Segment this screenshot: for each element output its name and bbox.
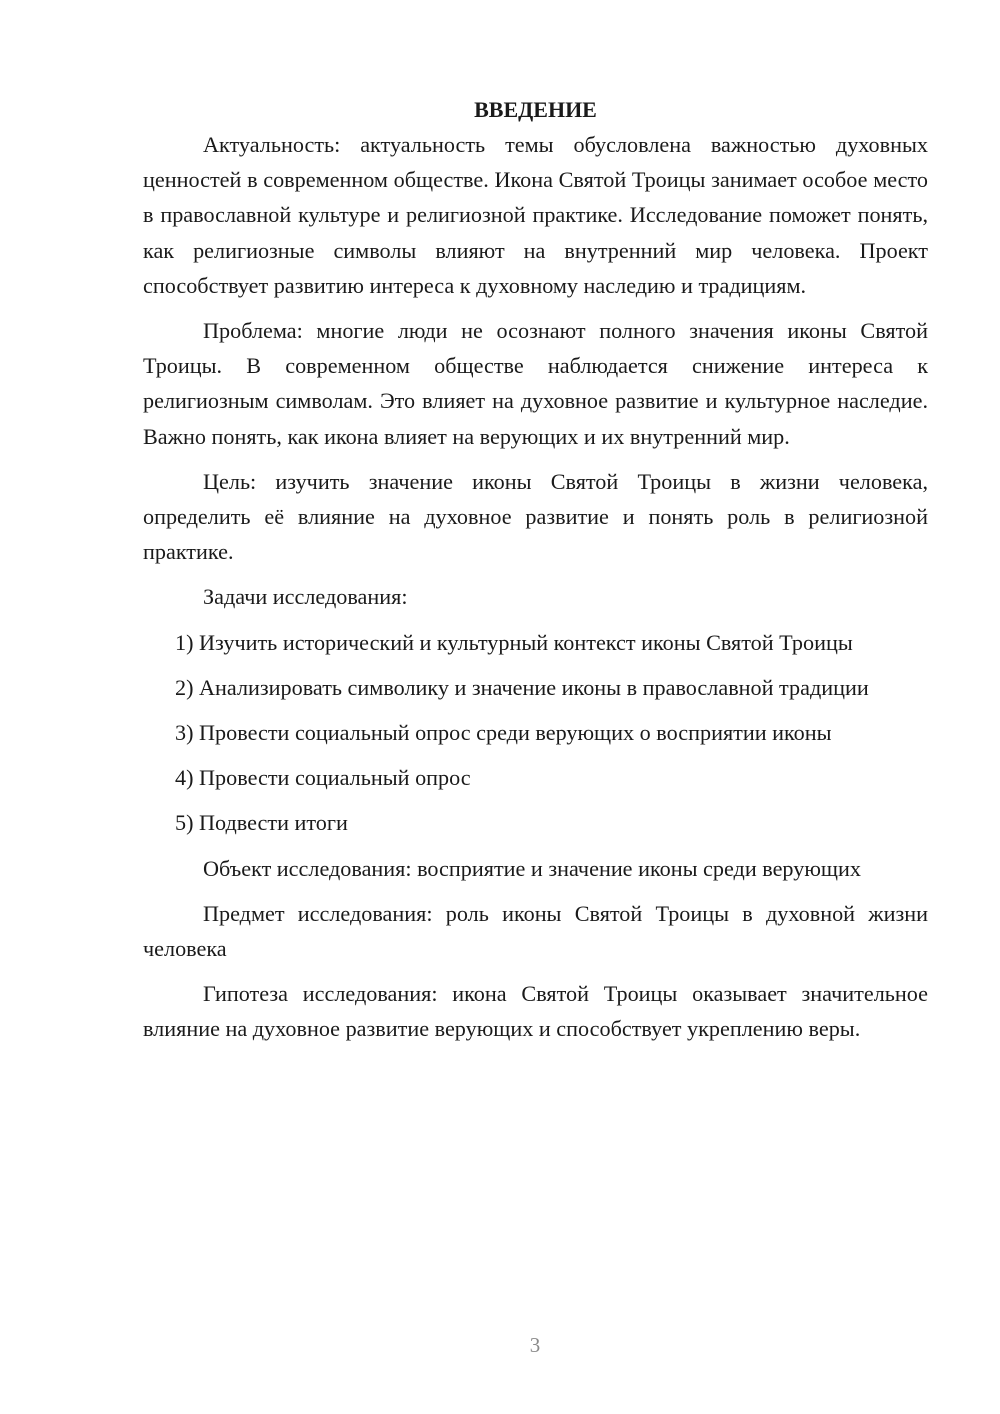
tasks-title: Задачи исследования: xyxy=(203,584,408,610)
document-page xyxy=(143,92,928,1047)
goal-paragraph: Цель: изучить значение иконы Святой Троицы в жизни человека, определить её влияние на духовное развитие и понять роль в религиозной практике. xyxy=(143,468,928,565)
task-item: 5) Подвести итоги xyxy=(175,810,348,836)
task-item: 1) Изучить исторический и культурный контекст иконы Святой Троицы xyxy=(175,629,853,655)
task-item: 2) Анализировать символику и значение иконы в православной традиции xyxy=(175,674,869,700)
subject-paragraph: Предмет исследования: роль иконы Святой Троицы в духовной жизни человека xyxy=(143,900,928,962)
task-item: 4) Провести социальный опрос xyxy=(175,765,471,791)
hypothesis-paragraph: Гипотеза исследования: икона Святой Троицы оказывает значительное влияние на духовное развитие верующих и способствует укреплению веры. xyxy=(143,981,928,1042)
page-number: 3 xyxy=(529,1333,541,1357)
tasks-list xyxy=(143,625,928,841)
object-paragraph: Объект исследования: восприятие и значение иконы среди верующих xyxy=(203,855,861,881)
page-heading: ВВЕДЕНИЕ xyxy=(474,97,597,122)
problem-paragraph: Проблема: многие люди не осознают полного значения иконы Святой Троицы. В современном обществе наблюдается снижение интереса к религиозным символам. Это влияет на духовное развитие и культурное наследие. Важно понять, как икона влияет на верующих и их внутренний мир. xyxy=(143,318,928,449)
relevance-paragraph: Актуальность: актуальность темы обусловлена важностью духовных ценностей в современном обществе. Икона Святой Троицы занимает особое место в православной культуре и религиозной практике. Исследование поможет понять, как религиозные символы влияют на внутренний мир человека. Проект способствует развитию интереса к духовному наследию и традициям. xyxy=(143,132,928,298)
task-item: 3) Провести социальный опрос среди верующих о восприятии иконы xyxy=(175,720,832,746)
